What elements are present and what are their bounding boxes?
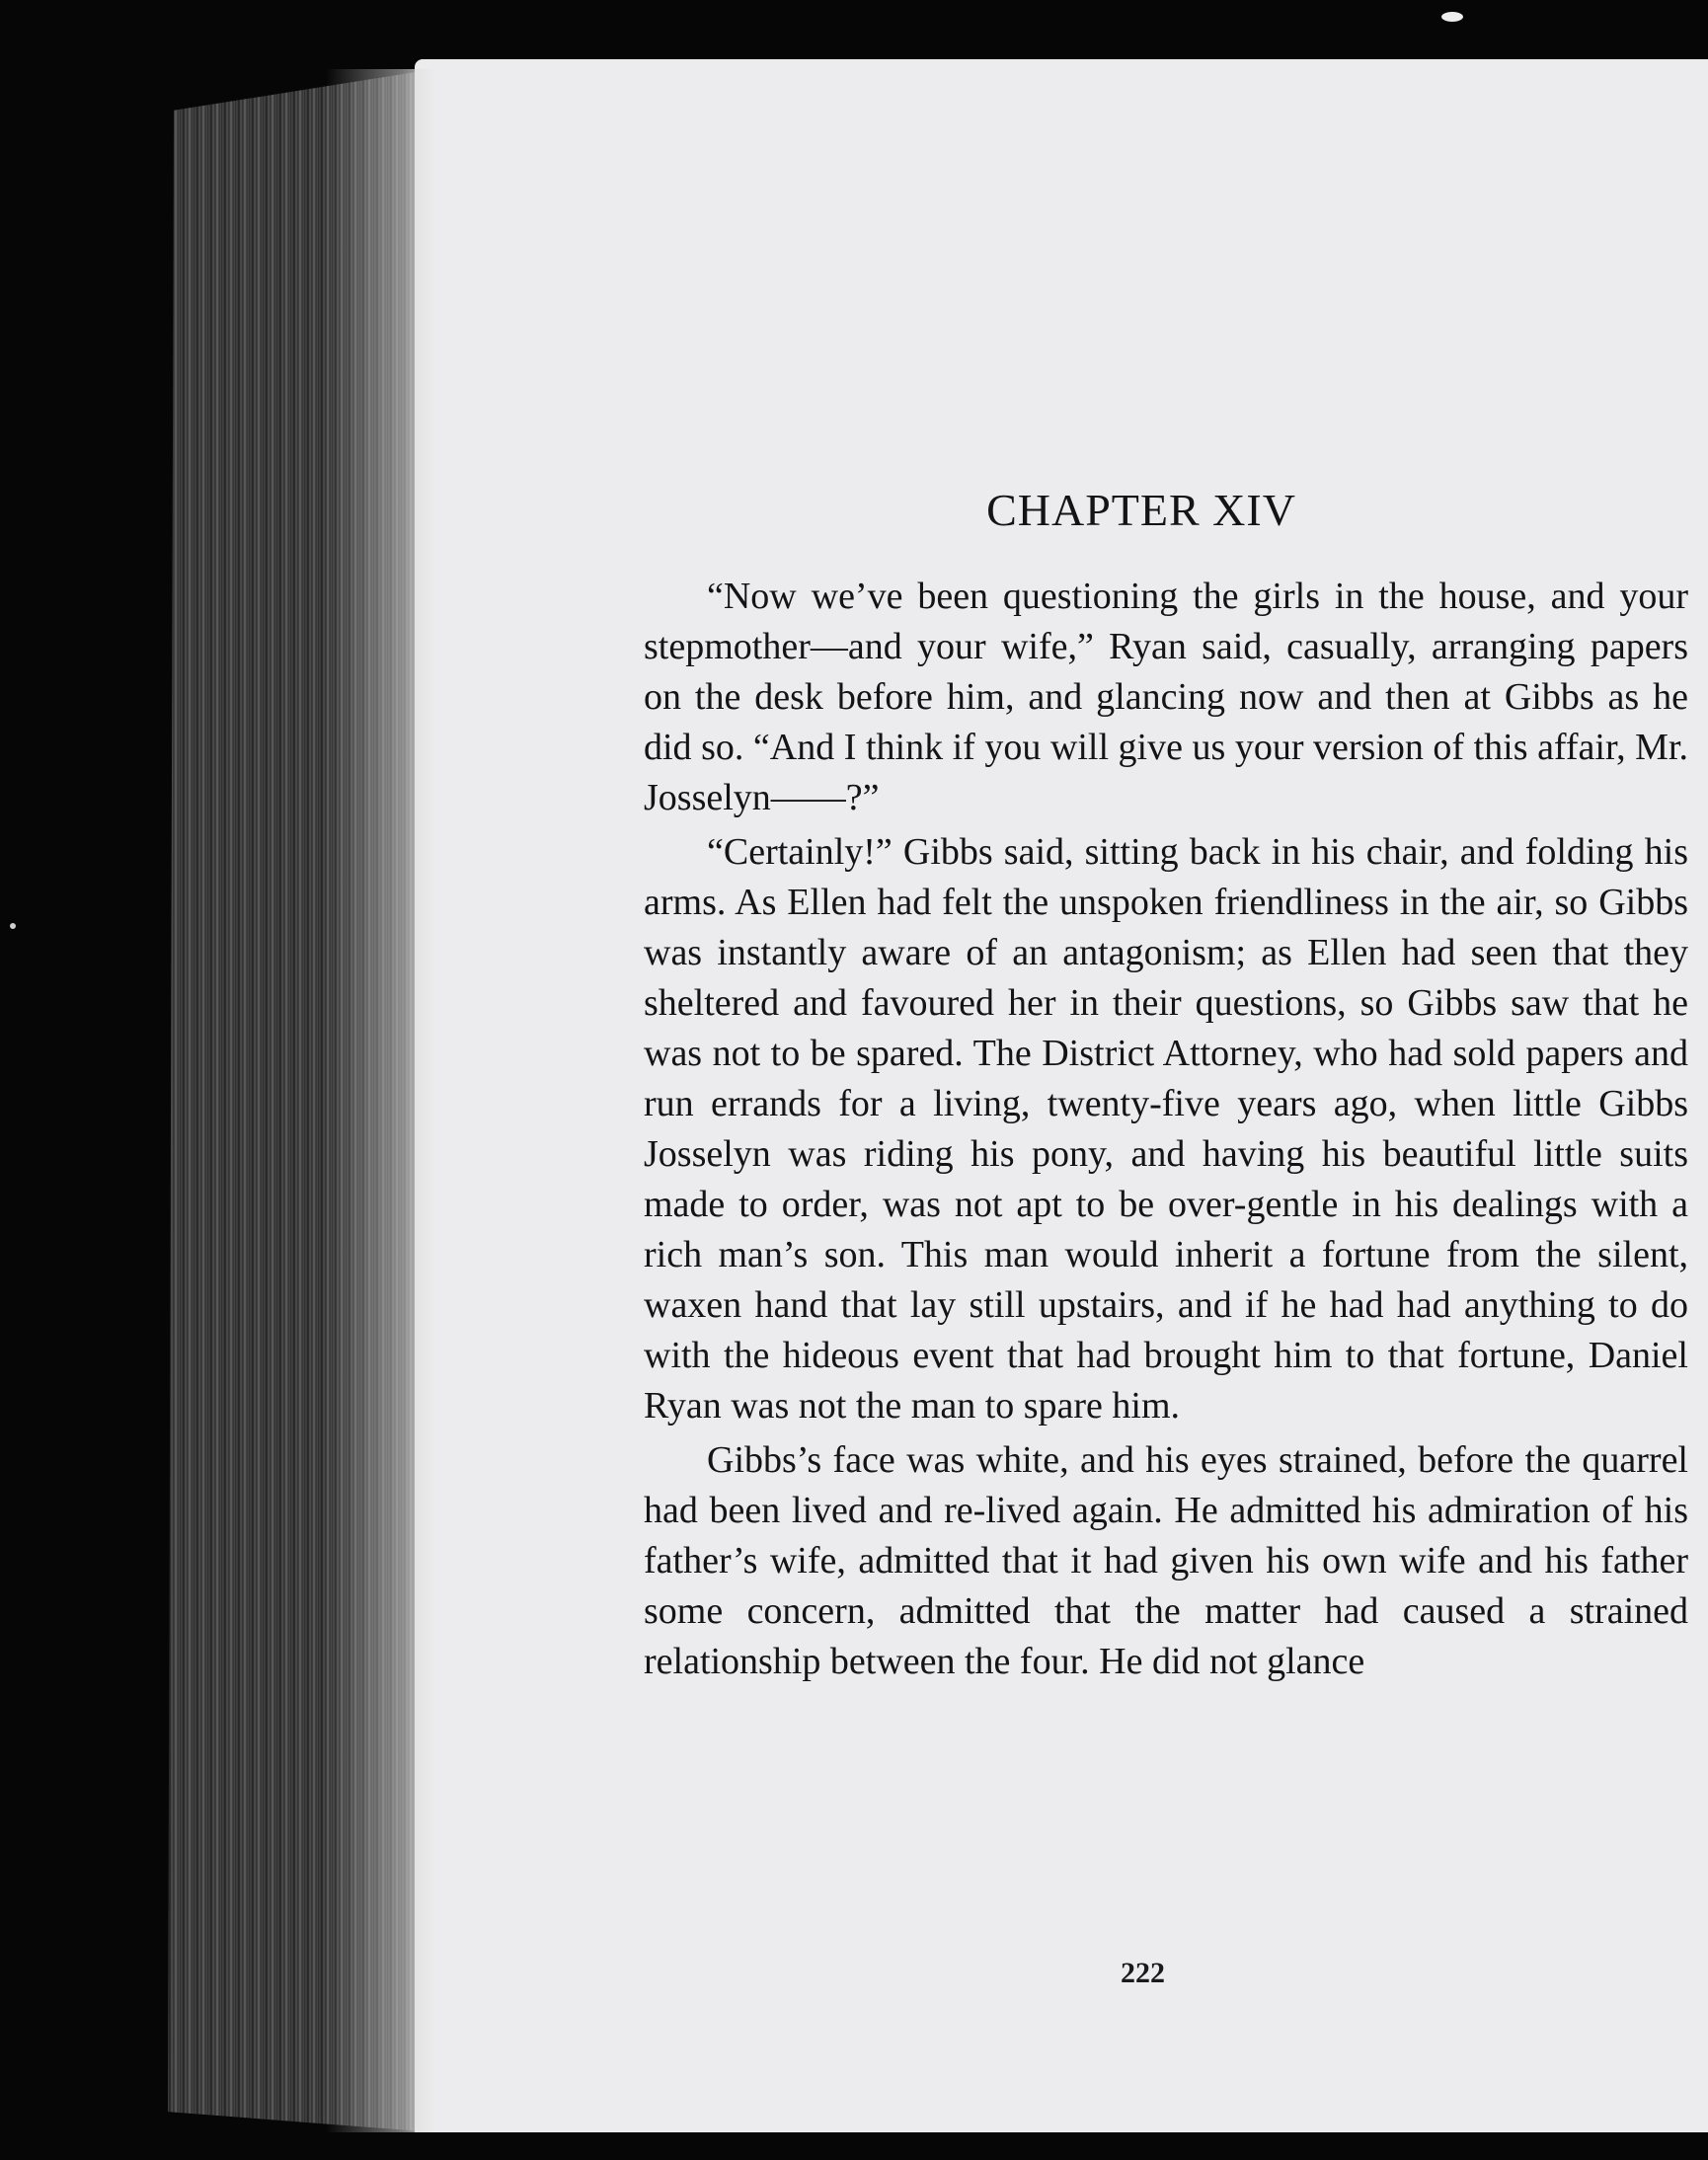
page-text-block xyxy=(644,484,1688,1687)
paragraph: “Now we’ve been questioning the girls in the house, and your stepmother—and your wife,” Ryan said, casually, arranging papers on the desk before him, and glancing now and then at Gibbs as he did so. “And I think if you will give us your version of this affair, Mr. Josselyn——?” xyxy=(644,576,1688,818)
chapter-heading: CHAPTER XIV xyxy=(986,485,1296,535)
dust-speck xyxy=(10,923,16,929)
paragraph: Gibbs’s face was white, and his eyes strained, before the quarrel had been lived and re-lived again. He admitted his admiration of his father’s wife, admitted that it had given his own wife and his father some concern, admitted that the matter had caused a strained relationship between the four. He did not glance xyxy=(644,1439,1688,1682)
page-number: 222 xyxy=(1121,1957,1165,1989)
dust-speck xyxy=(1441,12,1463,22)
page-edge-highlight xyxy=(326,69,434,2132)
paragraph: “Certainly!” Gibbs said, sitting back in his chair, and folding his arms. As Ellen had felt the unspoken friendliness in the air, so Gibbs was instantly aware of an antagonism; as Ellen had seen that they sheltered and favoured her in their questions, so Gibbs saw that he was not to be spared. The District Attorney, who had sold papers and run errands for a living, twenty-five years ago, when little Gibbs Josselyn was riding his pony, and having his beautiful little suits made to order, was not apt to be over-gentle in his dealings with a rich man’s son. This man would inherit a fortune from the silent, waxen hand that lay still upstairs, and if he had had anything to do with the hideous event that had brought him to that fortune, Daniel Ryan was not the man to spare him. xyxy=(644,831,1688,1427)
